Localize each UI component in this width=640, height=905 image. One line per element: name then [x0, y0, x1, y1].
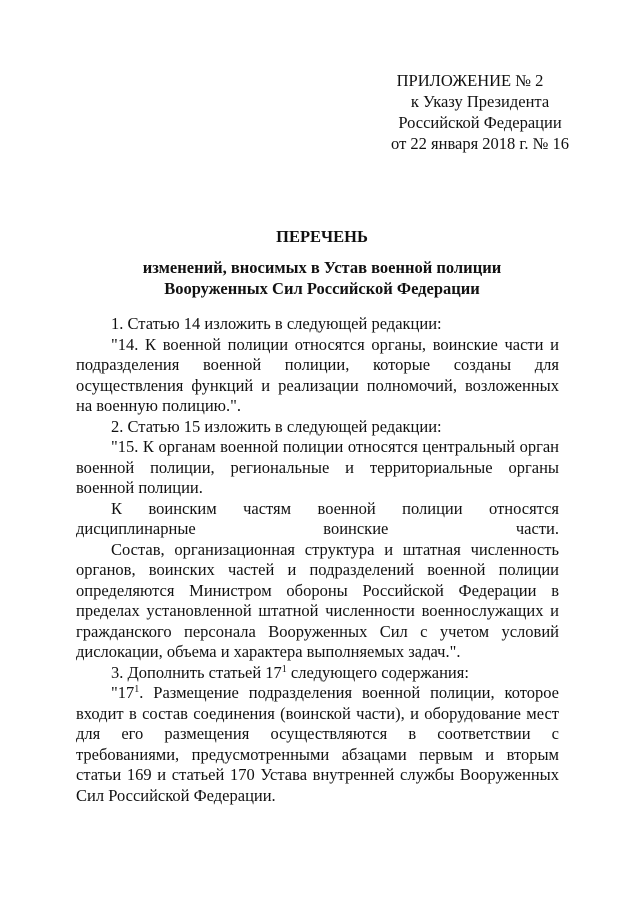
paragraph-8-text-start: "17: [111, 683, 135, 702]
header-decree-line: к Указу Президента: [410, 92, 550, 111]
paragraph-7-text-end: следующего содержания:: [286, 662, 469, 682]
paragraph-7-superscript: 1: [281, 663, 287, 675]
paragraph-3: 2. Статью 15 изложить в следующей редакции:: [111, 416, 442, 436]
paragraph-8-text-end: . Размещение подразделения военной полиции, которое входит в состав соединения (воинской части), и оборудование мест для его размещения осуществляются в соответствии с требованиями, предусмотренными абзацами первым и вторым статьи 169 и статьей 170 Устава внутренней службы Вооруженных Сил Российской Федерации.: [76, 683, 559, 805]
paragraph-5: К воинским частям военной полиции относятся дисциплинарные воинские части.: [76, 498, 559, 538]
document-body: [76, 314, 559, 806]
title-main: ПЕРЕЧЕНЬ: [276, 227, 368, 246]
annex-number: ПРИЛОЖЕНИЕ № 2: [396, 71, 544, 90]
document-title: [60, 226, 584, 299]
document-header: [360, 70, 600, 154]
header-date-line: от 22 января 2018 г. № 16: [391, 134, 569, 153]
title-subtitle-line-2: Вооруженных Сил Российской Федерации: [164, 279, 480, 298]
title-subtitle-line-1: изменений, вносимых в Устав военной полиции: [142, 258, 502, 277]
paragraph-1: 1. Статью 14 изложить в следующей редакции:: [111, 314, 442, 333]
paragraph-4: "15. К органам военной полиции относятся центральный орган военной полиции, региональные и территориальные органы военной полиции.: [76, 437, 559, 497]
paragraph-8-superscript: 1: [134, 684, 140, 695]
paragraph-6: Состав, организационная структура и штатная численность органов, воинских частей и подразделений военной полиции определяются Министром обороны Российской Федерации в пределах установленной штатной численности военнослужащих и гражданского персонала Вооруженных Сил с учетом условий дислокации, объема и характера выполняемых задач.".: [76, 539, 559, 661]
paragraph-8: [76, 683, 559, 806]
paragraph-2: "14. К военной полиции относятся органы, воинские части и подразделения военной полиции, которые созданы для осуществления функций и реализации полномочий, возложенных на военную полицию.".: [76, 334, 559, 415]
paragraph-7-text-start: 3. Дополнить статьей 17: [111, 662, 282, 682]
header-federation-line: Российской Федерации: [398, 113, 562, 132]
paragraph-7: [76, 663, 559, 684]
